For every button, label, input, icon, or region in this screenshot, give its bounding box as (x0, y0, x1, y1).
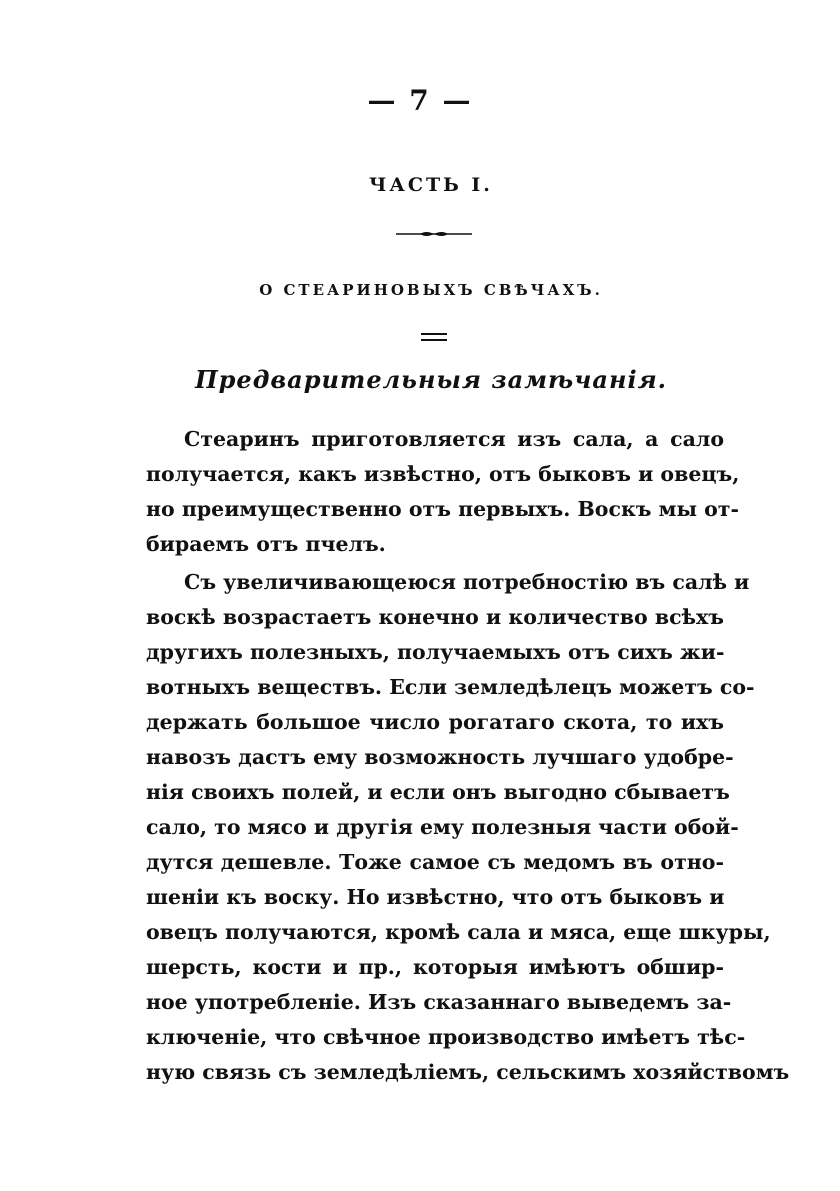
text-line: но преимущественно отъ первыхъ. Воскъ мы от- (146, 497, 740, 521)
paragraph-1 (146, 422, 740, 562)
text-line: Стеаринъ приготовляется изъ сала, а сало (184, 427, 724, 451)
double-rule-divider (421, 333, 447, 341)
text-line: другихъ полезныхъ, получаемыхъ отъ сихъ жи- (146, 640, 725, 664)
part-title: ЧАСТЬ I. (369, 174, 493, 196)
text-line: шерсть, кости и пр., которыя имѣютъ обшир- (146, 955, 724, 979)
text-line: держать большое число рогатаго скота, то ихъ (146, 710, 724, 734)
text-line: ное употребленіе. Изъ сказаннаго выведемъ за- (146, 990, 732, 1014)
text-line: ную связь съ земледѣліемъ, сельскимъ хозяйствомъ (146, 1060, 790, 1084)
text-line: ключеніе, что свѣчное производство имѣетъ тѣс- (146, 1025, 746, 1049)
text-line: получается, какъ извѣстно, отъ быковъ и овецъ, (146, 462, 740, 486)
text-line: воскѣ возрастаетъ конечно и количество всѣхъ (146, 605, 724, 629)
text-line: навозъ дастъ ему возможность лучшаго удобре- (146, 745, 734, 769)
text-line: нія своихъ полей, и если онъ выгодно сбываетъ (146, 780, 730, 804)
page-number: — 7 — (367, 84, 473, 117)
text-line: Съ увеличивающеюся потребностію въ салѣ и (184, 570, 750, 594)
text-line: сало, то мясо и другія ему полезныя части обой- (146, 815, 739, 839)
ornament-divider (396, 229, 472, 239)
chapter-title: О СТЕАРИНОВЫХЪ СВѢЧАХЪ. (259, 281, 603, 299)
text-line: шеніи къ воску. Но извѣстно, что отъ быковъ и (146, 885, 725, 909)
section-title: Предварительныя замѣчанія. (194, 365, 668, 394)
paragraph-2 (146, 565, 790, 1090)
text-line: бираемъ отъ пчелъ. (146, 532, 386, 556)
text-line: овецъ получаются, кромѣ сала и мяса, еще шкуры, (146, 920, 771, 944)
text-line: вотныхъ веществъ. Если земледѣлецъ можетъ со- (146, 675, 755, 699)
text-line: дутся дешевле. Тоже самое съ медомъ въ отно- (146, 850, 724, 874)
